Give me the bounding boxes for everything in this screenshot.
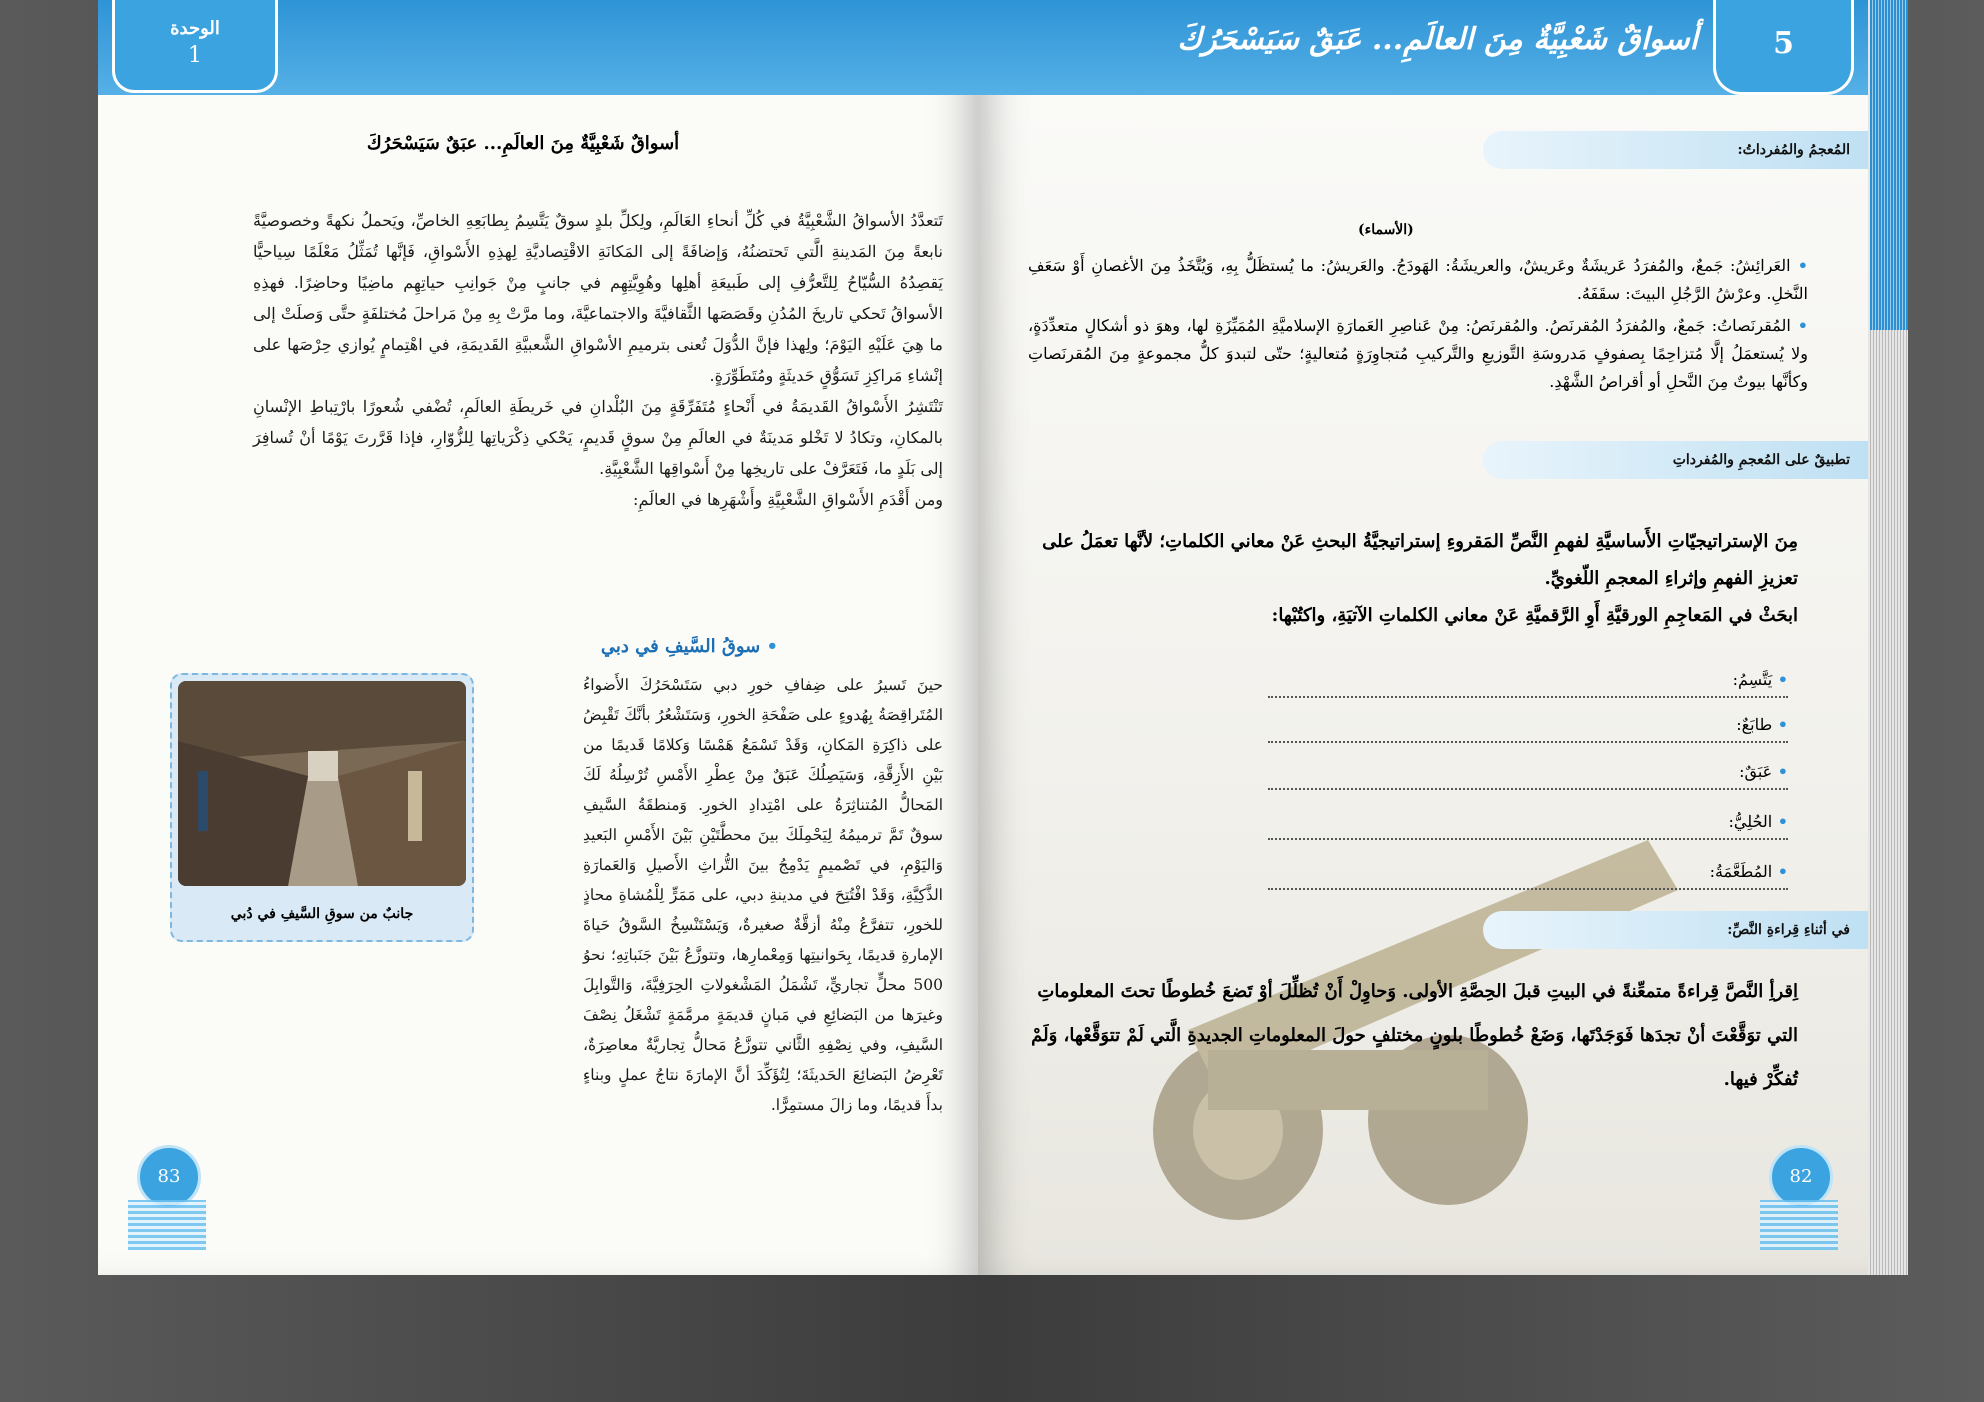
apply-header: تطبيقٌ على المُعجمِ والمُفرداتِ [1483,441,1868,479]
unit-label: الوحدة [170,18,220,39]
lesson-number: 5 [1713,0,1854,95]
paragraph: تَتعدَّدُ الأسواقُ الشَّعْبِيَّةُ في كُلِّ أنحاءِ العَالَمِ، ولِكلِّ بلدٍ سوقٌ يَتَّسِمُ بِطابَعِهِ الخاصِّ، ويَحملُ نكهةً وخصوصيَّةً نابعةً مِنَ المَدينةِ الَّتي تَحتضنُهُ، وَإضافَةً إلى المَكانَةِ الاقْتِصاديَّةِ لِهذِهِ الأَسْواقِ، فَإنَّها تُمَثِّلُ مَعْلَمًا سِياحيًّا يَقصِدُهُ السُّيّاحُ لِلتَّعرُّفِ إلى طَبيعَةِ أهلِها وهُوِيَّتِهِم في جانبٍ مِنْ جَوانِبِ حياتِهِم ماضِيًا وحاضِرًا. فهذِهِ الأسواقُ تَحكي تاريخَ المُدُنِ وقَصَصَها الثَّقافيَّةَ والاجتماعيَّةَ، وما مرَّتْ بِهِ مِنْ مَراحلَ مُختلفَةٍ حتَّى وَصلَتْ إلى ما هِيَ عَلَيْهِ اليَوْمَ؛ ولِهذا فإنَّ الدُّوَلَ تُعنى بترميمِ الأسْواقِ الشَّعبيَّةِ القَديمَةِ، في اهْتِمامٍ يُوازي حِرْصَها على إنْشاءِ مَراكِزِ تَسَوُّقٍ حَديثَةٍ ومُتَطَوِّرَةٍ. [253,211,943,385]
photo-frame [170,673,474,942]
paragraph: تَنْتَشِرُ الأَسْواقُ القَديمَةُ في أَنْحاءٍ مُتَفَرِّقَةٍ مِنَ البُلْدانِ في خَريطَةِ العالَمِ، تُضْفي شُعورًا بارْتِباطِ الإنْسانِ بالمكانِ، وتكادُ لا تَخْلو مَدينَةٌ في العالَمِ مِنْ سوقٍ قَديمٍ، يَحْكي ذِكْرَياتِها لِلزُّوّارِ، فإذا قَرَّرتَ يَوْمًا أنْ تُسافِرَ إلى بَلَدٍ ما، فَتَعَرَّفْ على تاريخِها مِنْ أَسْواقِها الشَّعْبِيَّةِ. [253,397,943,478]
bullet-dot: • [1772,762,1788,781]
page-number: 82 [1769,1145,1833,1209]
bullet-dot: • [1772,670,1788,689]
word-entry-2[interactable]: • طابَعٌ: [1268,715,1788,743]
running-title: أسواقٌ شَعْبِيَّةٌ مِنَ العالَمِ... عَبَقٌ سَيَسْحَرُكَ [1177,22,1698,57]
bullet-dot: • [1790,256,1809,275]
list-item: • المُقرنَصاتُ: جَمعٌ، والمُفرَدُ المُقرنَصُ. والمُقرنَصُ: مِنْ عَناصِرِ العَمارَةِ الإسلاميَّةِ المُمَيِّزَةِ لها، وهوَ ذو أشكالٍ متعدِّدَةٍ، ولا يُستعمَلُ إلَّا مُتزاحِمًا بِصفوفٍ مَدروسَةِ التَّوزيعِ والتَّركيبِ مُتجاوِرَةٍ مُتعاليةٍ؛ حتّى لتبدوَ كلُّ مجموعةٍ مِنَ المُقرنَصاتِ وكأنَّها بيوتٌ مِنَ النَّحلِ أو أقراصُ الشَّهْدِ. [1028,316,1808,391]
decorative-pattern [1760,1200,1838,1250]
intro-line: ابحَثْ في المَعاجِمِ الورقيَّةِ أَوِ الرَّقميَّةِ عَنْ معاني الكلماتِ الآتيَةِ، واكتُبْها: [1271,605,1798,626]
reading-task: اِقرأِ النَّصَّ قِراءةً متمعِّنةً في البيتِ قبلَ الحِصَّةِ الأولى. وَحاوِلْ أَنْ تُظلِّلَ أوْ تَضعَ خُطوطًا تحتَ المعلوماتِ التي توَقَّعْتَ أنْ تجدَها فَوَجَدْتَها، وَضَعْ خُطوطًا بلونٍ مختلفٍ حولَ المعلوماتِ الجديدةِ الَّتي لَمْ تتوَقَّعْها، وَلَمْ تُفكِّرْ فيها. [1031,981,1798,1090]
bullet-dot: • [1772,862,1788,881]
bullet-dot: • [1772,812,1788,831]
word-entry-4[interactable]: • الحُلِيُّ: [1268,812,1788,840]
page-number-badge [1760,1145,1838,1255]
bullet-dot: • [760,636,778,657]
section-title: سوقُ السَّيفِ في دبي [600,636,761,657]
right-page [978,0,1868,1275]
article-body [253,205,943,515]
souq-photo [178,681,466,886]
list-item: • العَرائِشُ: جَمعٌ، والمُفرَدُ عَريشَةٌ وعَريشٌ، والعريشَةُ: الهَودَجُ. والعَريشُ: ما يُستظَلُّ بِهِ، وَيُتَّخَذُ مِنَ الأغصانِ أَوْ سَعَفِ النَّخلِ. وعرْشُ الرَّجُلِ البيتَ: سقَفَهُ. [1028,256,1809,303]
bullet-dot: • [1790,316,1808,335]
reading-header: في أثناءِ قِراءةِ النَّصِّ: [1483,911,1868,949]
intro-line: مِنَ الإستراتيجيّاتِ الأَساسيَّةِ لفهمِ النَّصِّ المَقروءِ إستراتيجيَّةُ البحثِ عَنْ معاني الكلماتِ؛ لأنَّها تعمَلُ على تعزيزِ الفهمِ وإثراءِ المعجمِ اللّغويِّ. [1042,531,1798,589]
section-heading [601,636,778,657]
left-page [98,0,978,1275]
section-text: حينَ تَسيرُ على ضِفافِ خورِ دبي سَتَسْحَرُكَ الأَضواءُ المُتَراقِصَةُ بِهُدوءٍ على صَفْحَةِ الخورِ، وَسَتَشْعُرُ بأنَّكَ تَقْبِضُ على ذاكِرَةِ المَكانِ، وَقَدْ تَسْمَعُ هَمْسًا وَكلامًا قَديمًا من بَيْنِ الأَزِقَّةِ، وَسَيَصِلُكَ عَبَقٌ مِنْ عِطْرِ الأَمْسِ تُرْسِلُهُ لَكَ المَحالُّ المُتناثِرَةُ على امْتِدادِ الخورِ. وَمنطقَةُ السَّيفِ سوقٌ تَمَّ ترميمُهُ لِيَحْمِلَكَ بينَ محطَّتَيْنِ بَيْنَ الأَمْسِ البَعيدِ وَاليَوْمِ، في تَصْميمٍ يَدْمِجُ بينَ التُّراثِ الأَصيلِ وَالعَمارَةِ الذَّكِيَّةِ، وَقَدْ افْتُتِحَ في مدينةِ دبي، على مَمَرٍّ لِلْمُشاةِ محاذٍ للخورِ، تتفرَّعُ مِنْهُ أزقَّةٌ صغيرةٌ، وَيَسْتَنْسِخُ السَّوقُ حَياةَ الإمارةِ قديمًا، بِحَوانيتِها وَمِعْمارِها، وتتوزَّعُ بَيْنَ جَنَباتِهِ؛ نحوُ 500 محلٍّ تجاريٍّ، تَشْمَلُ المَشْغولاتِ الحِرَفِيَّةَ، وَالتَّوابِلَ وغيرَها من البَضائِعِ في مَبانٍ قديمَةٍ مرمَّمَةٍ تَشْغَلُ نِصْفَ السَّيفِ، وفي نِصْفِهِ الثَّاني تتوزَّعُ مَحالُّ تِجاريَّةٌ معاصِرَةٌ، تَعْرِضُ البَضائِعَ الحَديثَةَ؛ لِتُؤَكِّدَ أنَّ الإمارَةَ نتاجُ عملٍ وبناءٍ بدأَ قديمًا، وما زالَ مستمِرًّا. [583,676,943,1114]
word-entry-1[interactable]: • يَتَّسِمُ: [1268,670,1788,698]
page-number-badge [128,1145,206,1255]
names-label: (الأسماء) [1358,222,1414,238]
unit-badge [112,0,278,93]
page-number: 83 [137,1145,201,1209]
word-entry-3[interactable]: • عَبَقٌ: [1268,762,1788,790]
bullet-dot: • [1772,715,1788,734]
vocab-list [1028,252,1808,400]
word-entry-5[interactable]: • المُطَعَّمَةُ: [1268,862,1788,890]
vocab-header: المُعجمُ والمُفرداتُ: [1483,131,1868,169]
article-title: أسواقٌ شَعْبِيَّةٌ مِنَ العالَمِ... عبَقٌ سَيَسْحَرُكَ [366,133,680,154]
intro-text [1018,523,1798,634]
photo-caption: جانبٌ من سوقِ السَّيفِ في دُبي [230,906,414,922]
page-edge-tabs [1870,0,1908,330]
unit-number: 1 [188,43,202,68]
decorative-pattern [128,1200,206,1250]
paragraph: ومن أَقْدَمِ الأَسْواقِ الشَّعْبِيَّةِ وأَشْهَرِها في العالَمِ: [633,490,943,509]
